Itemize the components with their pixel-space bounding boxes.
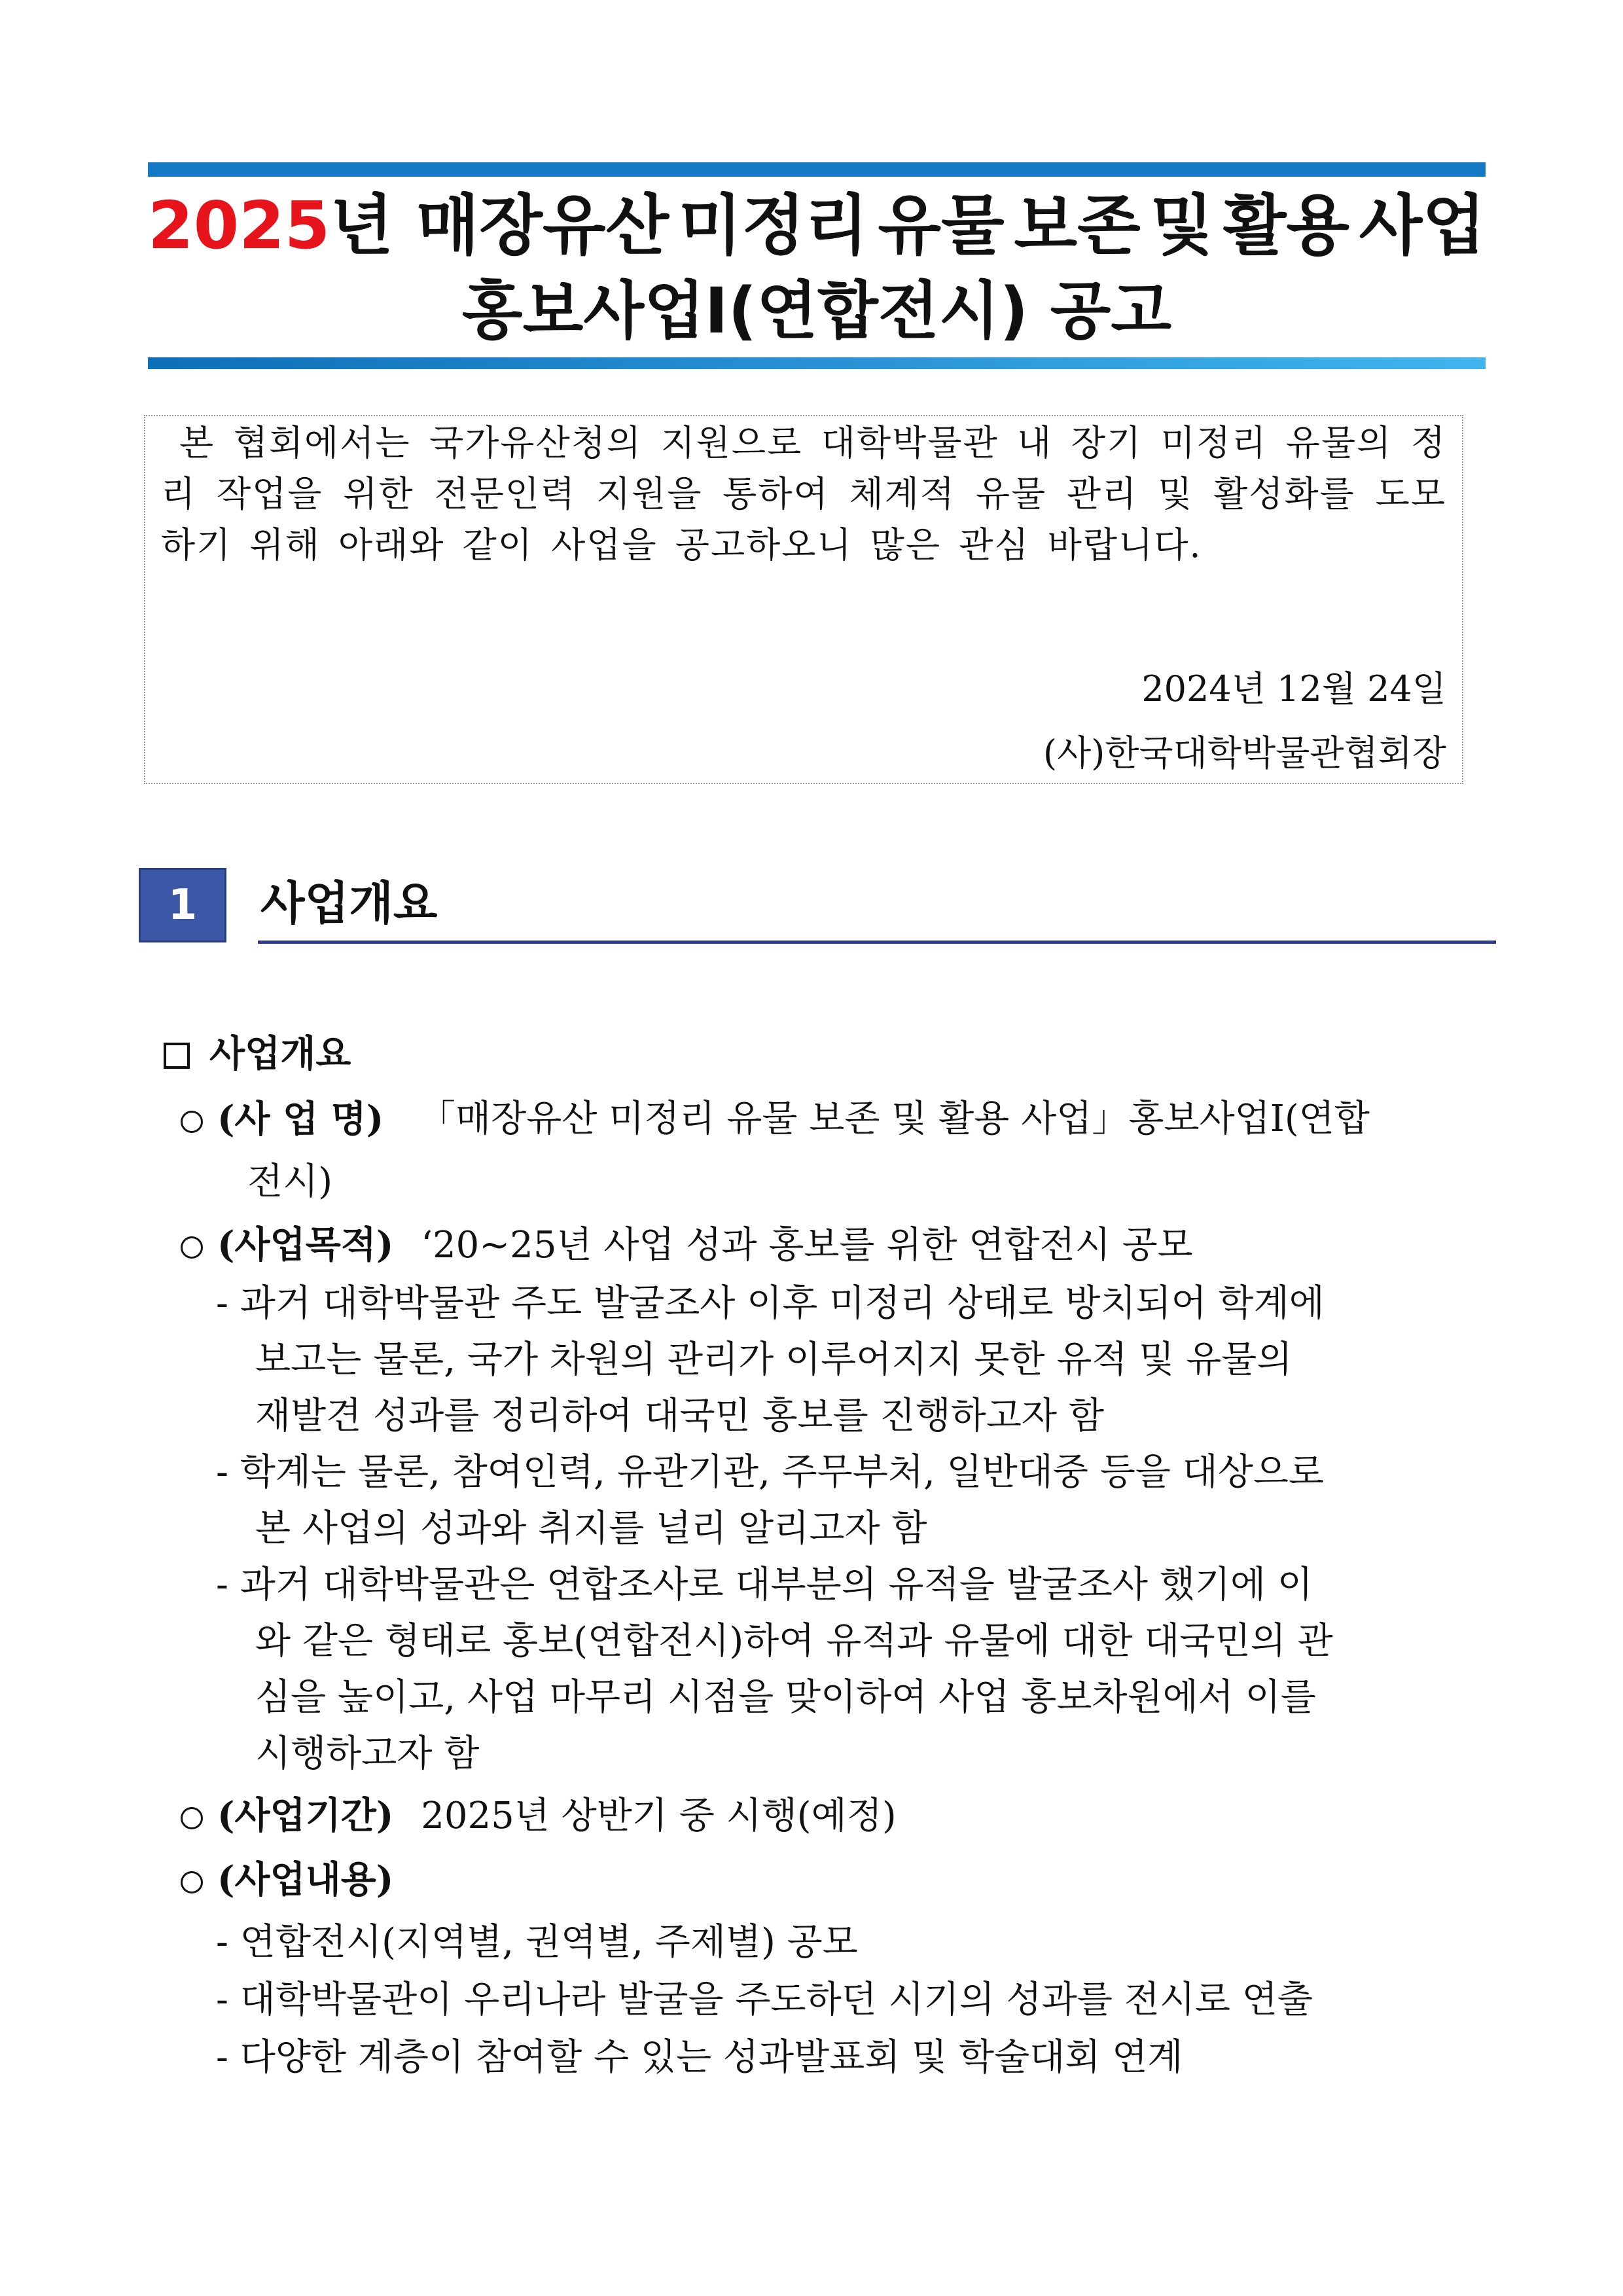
period-label: (사업기간): [217, 1794, 394, 1837]
overview-heading: 사업개요: [209, 1032, 351, 1075]
purpose-bullet-2-line-1: - 학계는 물론, 참여인력, 유관기관, 주무부처, 일반대중 등을 대상으로: [216, 1451, 1325, 1494]
title-word: 사업: [1359, 187, 1486, 264]
intro-date: 2024년 12월 24일: [1141, 668, 1446, 709]
overview-heading-row: [164, 1025, 351, 1083]
content-bullet-1: - 연합전시(지역별, 권역별, 주제별) 공모: [216, 1921, 858, 1964]
title-bottom-bar: [148, 357, 1486, 369]
purpose-label: (사업목적): [217, 1223, 394, 1266]
section-number: 1: [139, 868, 226, 942]
title-word: 활용: [1222, 187, 1350, 264]
name-label: (사 업 명): [217, 1098, 384, 1141]
intro-body: 본 협회에서는 국가유산청의 지원으로 대학박물관 내 장기 미정리 유물의 정리 작업을 위한 전문인력 지원을 통하여 체계적 유물 관리 및 활성화를 도모하기 위해 아래와 같이 사업을 공고하오니 많은 관심 바랍니다.: [161, 422, 1446, 565]
purpose-bullet-1-line-3: 재발견 성과를 정리하여 대국민 홍보를 진행하고자 함: [255, 1395, 1104, 1437]
purpose-value: ‘20~25년 사업 성과 홍보를 위한 연합전시 공모: [421, 1224, 1193, 1266]
circle-bullet-icon: [181, 1871, 203, 1893]
content-row: [181, 1851, 393, 1909]
purpose-bullet-3-line-3: 심을 높이고, 사업 마무리 시점을 맞이하여 사업 홍보차원에서 이를: [255, 1676, 1316, 1719]
intro-box: [144, 415, 1463, 784]
section-rule: [258, 941, 1496, 944]
purpose-bullet-1-line-1: - 과거 대학박물관 주도 발굴조사 이후 미정리 상태로 방치되어 학계에: [216, 1282, 1325, 1325]
page-title: [148, 183, 1486, 353]
circle-bullet-icon: [181, 1807, 203, 1829]
title-line-2: 홍보사업Ⅰ(연합전시) 공고: [461, 274, 1172, 348]
name-value-line-1: 「매장유산 미정리 유물 보존 및 활용 사업」홍보사업Ⅰ(연합: [419, 1098, 1370, 1140]
title-line-1: [148, 183, 1486, 268]
purpose-row: [181, 1216, 1193, 1274]
square-bullet-icon: [164, 1043, 190, 1069]
title-word: 유물: [878, 187, 1005, 264]
name-row: [181, 1090, 383, 1149]
period-row: [181, 1787, 897, 1845]
title-word: 보존: [1014, 187, 1141, 264]
intro-signature: (사)한국대학박물관협회장: [1043, 732, 1446, 774]
circle-bullet-icon: [181, 1236, 203, 1259]
purpose-bullet-3-line-4: 시행하고자 함: [255, 1732, 480, 1775]
content-bullet-3: - 다양한 계층이 참여할 수 있는 성과발표회 및 학술대회 연계: [216, 2036, 1183, 2079]
purpose-bullet-3-line-1: - 과거 대학박물관은 연합조사로 대부분의 유적을 발굴조사 했기에 이: [216, 1564, 1313, 1606]
period-value: 2025년 상반기 중 시행(예정): [421, 1795, 897, 1837]
name-value-line-2: 전시): [247, 1160, 333, 1203]
title-word: 및: [1150, 187, 1214, 264]
title-word: 년 매장유산: [330, 187, 669, 264]
section-title: 사업개요: [260, 876, 438, 930]
purpose-bullet-2-line-2: 본 사업의 성과와 취지를 널리 알리고자 함: [255, 1507, 927, 1550]
purpose-bullet-3-line-2: 와 같은 형태로 홍보(연합전시)하여 유적과 유물에 대한 대국민의 관: [255, 1620, 1333, 1662]
purpose-bullet-1-line-2: 보고는 물론, 국가 차원의 관리가 이루어지지 못한 유적 및 유물의: [255, 1338, 1293, 1381]
content-label: (사업내용): [217, 1858, 394, 1901]
content-bullet-2: - 대학박물관이 우리나라 발굴을 주도하던 시기의 성과를 전시로 연출: [216, 1979, 1313, 2021]
title-top-bar: [148, 162, 1486, 177]
title-year: 2025: [148, 187, 330, 264]
title-word: 미정리: [678, 187, 868, 264]
circle-bullet-icon: [181, 1111, 203, 1133]
